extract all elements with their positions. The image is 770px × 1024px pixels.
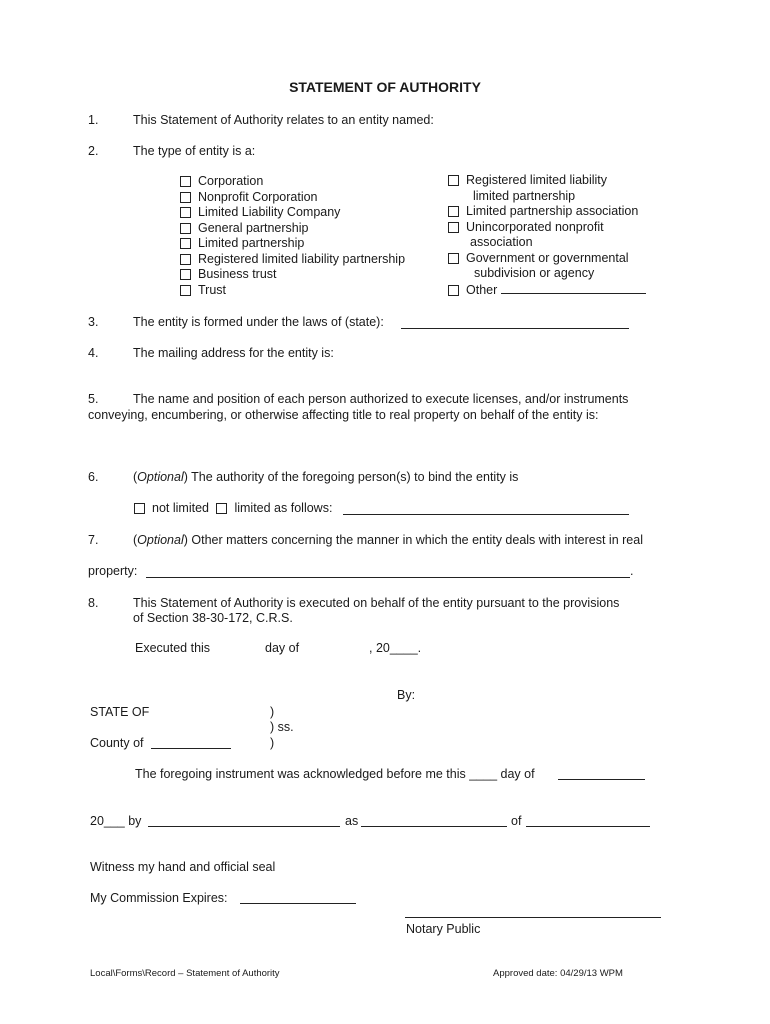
authority-options bbox=[134, 501, 332, 515]
notary-public-label: Notary Public bbox=[406, 922, 481, 936]
entity-option-rllp[interactable]: Registered limited liability partnership bbox=[180, 252, 405, 268]
checkbox[interactable] bbox=[448, 175, 459, 186]
section-3-number: 3. bbox=[88, 315, 99, 329]
page-title: STATEMENT OF AUTHORITY bbox=[289, 79, 481, 95]
entity-option-other[interactable]: Other bbox=[448, 282, 646, 298]
entity-option-business-trust[interactable]: Business trust bbox=[180, 267, 405, 283]
year-label: , 20____. bbox=[369, 641, 422, 655]
checkbox[interactable] bbox=[180, 254, 191, 265]
by-name-field[interactable] bbox=[148, 826, 340, 827]
entity-option-nonprofit-corporation[interactable]: Nonprofit Corporation bbox=[180, 190, 405, 206]
property-period: . bbox=[630, 564, 634, 578]
entity-option-gov-line2: subdivision or agency bbox=[474, 266, 595, 280]
section-8-number: 8. bbox=[88, 596, 99, 610]
county-field[interactable] bbox=[151, 748, 231, 749]
other-entity-field[interactable] bbox=[501, 282, 646, 294]
commission-label: My Commission Expires: bbox=[90, 891, 228, 905]
state-field[interactable] bbox=[401, 328, 629, 329]
by-label: By: bbox=[397, 688, 416, 702]
property-label: property: bbox=[88, 564, 138, 578]
section-5-line1: The name and position of each person authorized to execute licenses, and/or instruments bbox=[133, 392, 629, 406]
limited-as-follows-field[interactable] bbox=[343, 514, 629, 515]
entity-option-lpa[interactable]: Limited partnership association bbox=[448, 204, 646, 220]
entity-type-list-right bbox=[448, 173, 646, 297]
checkbox[interactable] bbox=[180, 269, 191, 280]
entity-option-limited-partnership[interactable]: Limited partnership bbox=[180, 236, 405, 252]
section-6-number: 6. bbox=[88, 470, 99, 484]
entity-option-una-line2: association bbox=[470, 235, 533, 249]
section-5-line2: conveying, encumbering, or otherwise affecting title to real property on behalf of the entity is: bbox=[88, 408, 599, 422]
checkbox[interactable] bbox=[448, 206, 459, 217]
limited-label: limited as follows: bbox=[234, 501, 333, 515]
checkbox[interactable] bbox=[448, 222, 459, 233]
entity-option-general-partnership[interactable]: General partnership bbox=[180, 221, 405, 237]
as-label: as bbox=[345, 814, 359, 828]
section-8-line1: This Statement of Authority is executed on behalf of the entity pursuant to the provisions bbox=[133, 596, 620, 610]
checkbox[interactable] bbox=[180, 192, 191, 203]
as-title-field[interactable] bbox=[361, 826, 507, 827]
day-of-label: day of bbox=[265, 641, 300, 655]
not-limited-checkbox[interactable] bbox=[134, 503, 145, 514]
checkbox[interactable] bbox=[448, 253, 459, 264]
entity-option-corporation[interactable]: Corporation bbox=[180, 174, 405, 190]
entity-option-rlllp-line2: limited partnership bbox=[473, 188, 576, 203]
section-4-number: 4. bbox=[88, 346, 99, 360]
section-2-number: 2. bbox=[88, 144, 99, 158]
section-6-text: (Optional) The authority of the foregoing person(s) to bind the entity is bbox=[133, 470, 519, 484]
twenty-by-label: 20___ by bbox=[90, 814, 142, 828]
section-8-line2: of Section 38-30-172, C.R.S. bbox=[133, 611, 293, 625]
section-5-number: 5. bbox=[88, 392, 99, 406]
checkbox[interactable] bbox=[180, 285, 191, 296]
paren-3: ) bbox=[270, 736, 275, 750]
not-limited-label: not limited bbox=[152, 501, 209, 515]
entity-type-list-left bbox=[180, 174, 405, 298]
section-7-text: (Optional) Other matters concerning the manner in which the entity deals with interest in real bbox=[133, 533, 643, 547]
county-of-label: County of bbox=[90, 736, 144, 750]
checkbox[interactable] bbox=[180, 176, 191, 187]
paren-1: ) bbox=[270, 705, 275, 719]
limited-checkbox[interactable] bbox=[216, 503, 227, 514]
section-7-number: 7. bbox=[88, 533, 99, 547]
footer-left: Local\Forms\Record – Statement of Authority bbox=[90, 968, 280, 979]
checkbox[interactable] bbox=[448, 285, 459, 296]
state-of-label: STATE OF bbox=[90, 705, 150, 719]
checkbox[interactable] bbox=[180, 223, 191, 234]
commission-field[interactable] bbox=[240, 903, 356, 904]
section-4-text: The mailing address for the entity is: bbox=[133, 346, 334, 360]
ack-month-field[interactable] bbox=[558, 779, 645, 780]
of-label: of bbox=[511, 814, 522, 828]
section-1-text: This Statement of Authority relates to an entity named: bbox=[133, 113, 434, 127]
of-entity-field[interactable] bbox=[526, 826, 650, 827]
footer-right: Approved date: 04/29/13 WPM bbox=[493, 968, 623, 979]
entity-option-llc[interactable]: Limited Liability Company bbox=[180, 205, 405, 221]
entity-option-rlllp[interactable]: Registered limited liability bbox=[448, 173, 646, 189]
section-3-text: The entity is formed under the laws of (state): bbox=[133, 315, 384, 329]
entity-option-unincorporated-nonprofit[interactable]: Unincorporated nonprofit bbox=[448, 220, 646, 236]
checkbox[interactable] bbox=[180, 238, 191, 249]
property-field[interactable] bbox=[146, 577, 630, 578]
section-2-text: The type of entity is a: bbox=[133, 144, 256, 158]
acknowledged-text: The foregoing instrument was acknowledged before me this ____ day of bbox=[135, 767, 535, 781]
executed-this-label: Executed this bbox=[135, 641, 211, 655]
entity-option-government[interactable]: Government or governmental bbox=[448, 251, 646, 267]
section-1-number: 1. bbox=[88, 113, 99, 127]
checkbox[interactable] bbox=[180, 207, 191, 218]
notary-signature-line[interactable] bbox=[405, 917, 661, 918]
witness-text: Witness my hand and official seal bbox=[90, 860, 276, 874]
ss-label: ) ss. bbox=[270, 720, 294, 734]
entity-option-trust[interactable]: Trust bbox=[180, 283, 405, 299]
